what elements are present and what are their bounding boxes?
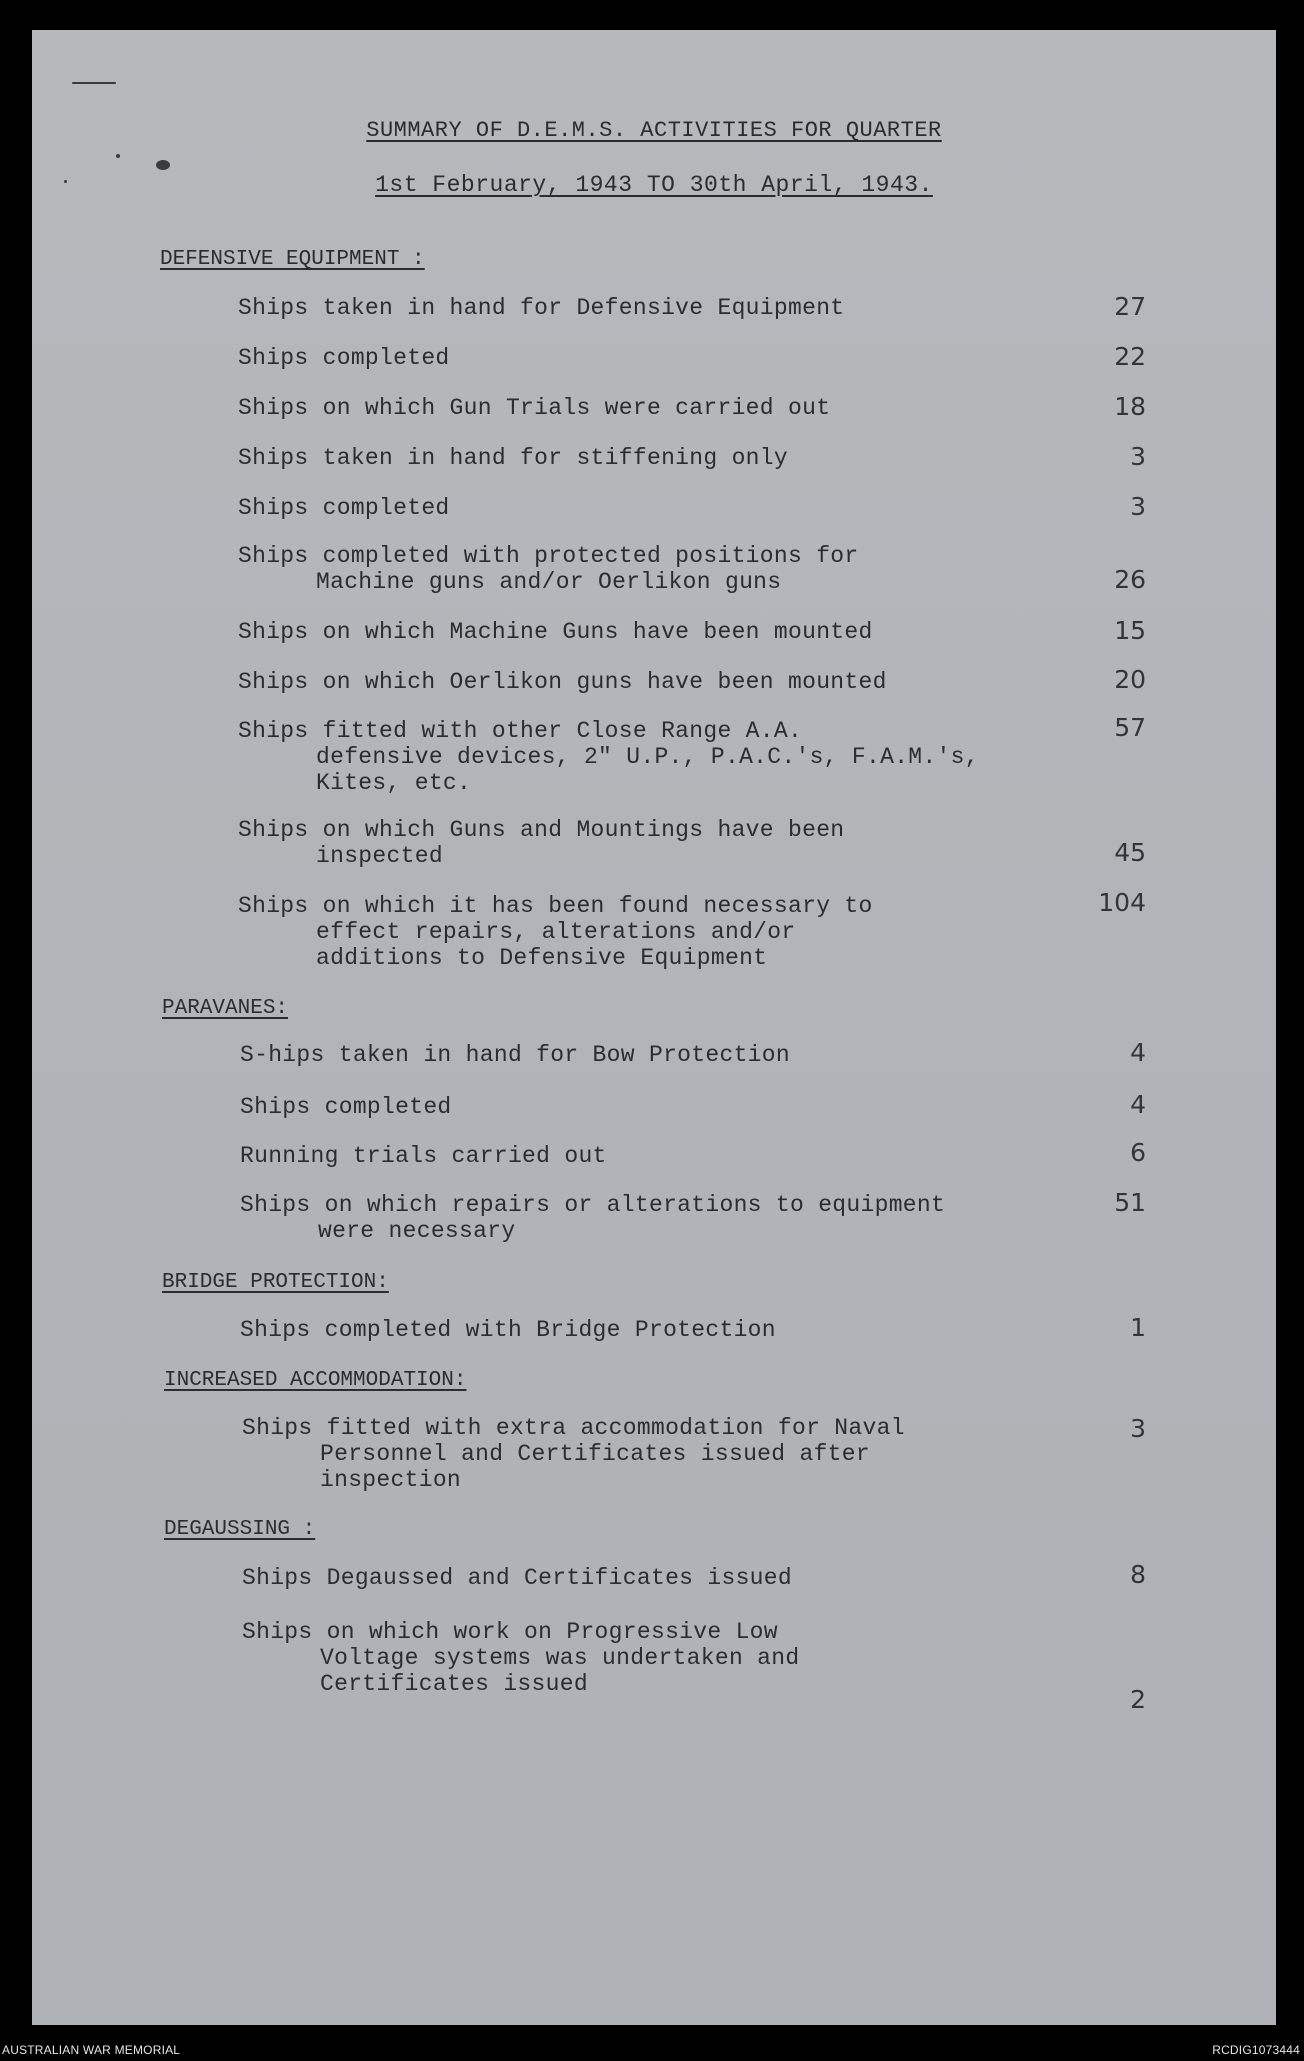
item-text: Ships completed [240,1094,452,1120]
item-text: Ships Degaussed and Certificates issued [242,1565,792,1591]
section-heading-increased-accommodation: INCREASED ACCOMMODATION: [164,1369,467,1392]
list-item [238,345,450,371]
item-text: defensive devices, 2" U.P., P.A.C.'s, F.A.M.'s, [316,744,979,770]
document-title: SUMMARY OF D.E.M.S. ACTIVITIES FOR QUARTER [366,118,942,143]
document-page [32,30,1276,2025]
item-value: 6 [1130,1138,1146,1167]
item-text: were necessary [318,1218,516,1244]
item-text: Voltage systems was undertaken and [320,1645,800,1671]
paper-mark [72,82,116,84]
list-item [238,395,830,421]
item-value: 45 [1114,838,1146,867]
item-text: inspection [320,1467,462,1493]
item-value: 3 [1130,492,1146,521]
item-value: 20 [1114,665,1146,694]
item-text: Ships completed with Bridge Protection [240,1317,776,1343]
list-item [240,1317,776,1343]
item-text: Ships on which Machine Guns have been mounted [238,619,873,645]
item-value: 3 [1130,1414,1146,1443]
list-item [240,1042,790,1068]
list-item [242,1565,792,1591]
item-value: 3 [1130,442,1146,471]
list-item [238,543,859,595]
item-value: 27 [1114,292,1146,321]
list-item [238,718,979,796]
list-item [242,1619,799,1697]
section-heading-paravanes: PARAVANES: [162,997,289,1020]
item-text: Ships completed [238,495,450,521]
list-item [238,817,844,869]
section-heading-defensive-equipment: DEFENSIVE EQUIPMENT : [160,248,425,271]
item-value: 4 [1130,1090,1146,1119]
paper-mark [156,160,170,170]
list-item [240,1143,607,1169]
document-subtitle: 1st February, 1943 TO 30th April, 1943. [375,172,933,198]
item-value: 1 [1130,1313,1146,1342]
item-text: Ships taken in hand for Defensive Equipment [238,295,845,321]
item-value: 8 [1130,1560,1146,1589]
item-text: Running trials carried out [240,1143,607,1169]
item-text: Ships fitted with extra accommodation for Naval [242,1415,905,1441]
item-value: 26 [1114,565,1146,594]
item-value: 22 [1114,342,1146,371]
item-value: 104 [1098,888,1146,917]
item-text: effect repairs, alterations and/or [316,919,796,945]
item-value: 4 [1130,1038,1146,1067]
item-text: Kites, etc. [316,770,472,796]
list-item [238,445,788,471]
list-item [238,295,844,321]
list-item [240,1094,452,1120]
section-heading-degaussing: DEGAUSSING : [164,1518,316,1541]
item-value: 15 [1114,616,1146,645]
list-item [238,669,887,695]
item-text: Ships on which it has been found necessary to [238,893,873,919]
list-item [240,1192,945,1244]
list-item [238,495,450,521]
item-value: 57 [1114,713,1146,742]
item-text: S-hips taken in hand for Bow Protection [240,1042,790,1068]
item-text: Certificates issued [320,1671,588,1697]
paper-mark [116,154,120,158]
item-text: Ships taken in hand for stiffening only [238,445,788,471]
item-text: Personnel and Certificates issued after [320,1441,870,1467]
item-value: 2 [1130,1685,1146,1714]
list-item [242,1415,905,1493]
item-value: 51 [1114,1188,1146,1217]
item-text: Ships fitted with other Close Range A.A. [238,718,803,744]
item-text: Ships completed [238,345,450,371]
item-text: additions to Defensive Equipment [316,945,768,971]
footer-institution: AUSTRALIAN WAR MEMORIAL [2,2043,181,2057]
item-text: Ships completed with protected positions for [238,543,859,569]
item-text: Ships on which work on Progressive Low [242,1619,778,1645]
item-text: Ships on which Oerlikon guns have been mounted [238,669,887,695]
list-item [238,893,873,971]
item-text: inspected [316,843,443,869]
section-heading-bridge-protection: BRIDGE PROTECTION: [162,1271,389,1294]
footer-record-id: RCDIG1073444 [1212,2043,1300,2057]
item-value: 18 [1114,392,1146,421]
item-text: Ships on which Gun Trials were carried out [238,395,831,421]
item-text: Ships on which Guns and Mountings have been [238,817,845,843]
item-text: Ships on which repairs or alterations to equipment [240,1192,946,1218]
item-text: Machine guns and/or Oerlikon guns [316,569,782,595]
list-item [238,619,873,645]
